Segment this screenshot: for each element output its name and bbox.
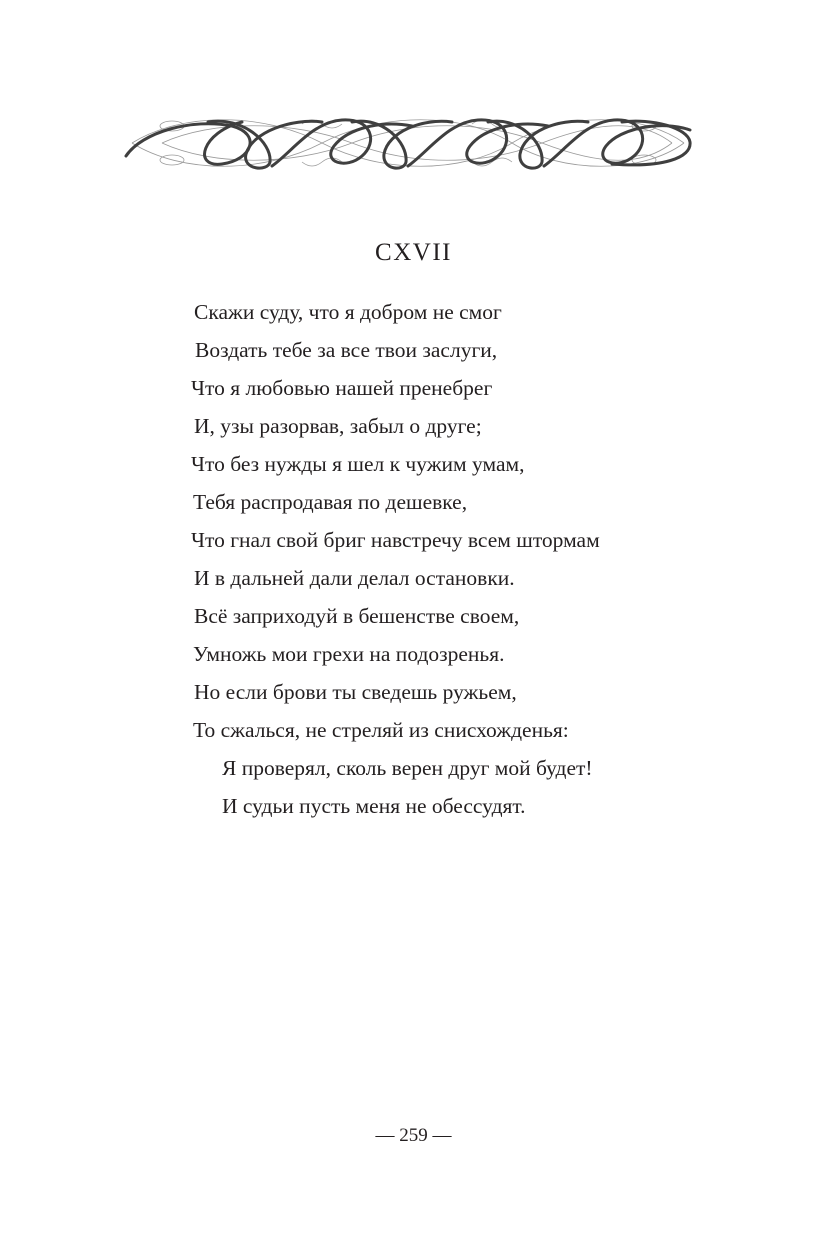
- poem-line: Скажи суду, что я добром не смог: [194, 300, 502, 324]
- decorative-scroll-icon: [122, 112, 694, 174]
- poem-line: Тебя распродавая по дешевке,: [193, 490, 468, 514]
- poem-line: Что без нужды я шел к чужим умам,: [191, 452, 525, 476]
- page-number: — 259 —: [375, 1125, 452, 1146]
- poem-line: И в дальней дали делал остановки.: [194, 566, 515, 590]
- poem-line: Всё заприходуй в бешенстве своем,: [194, 604, 520, 628]
- poem-line: Что гнал свой бриг навстречу всем штормам: [191, 528, 600, 552]
- poem-line: То сжалься, не стреляй из снисхожденья:: [193, 718, 569, 742]
- poem-line: Я проверял, сколь верен друг мой будет!: [222, 756, 593, 780]
- poem-line: И, узы разорвав, забыл о друге;: [194, 414, 482, 438]
- sonnet-number: CXVII: [375, 239, 452, 266]
- poem-line: Умножь мои грехи на подозренья.: [193, 642, 505, 666]
- poem-line: И судьи пусть меня не обессудят.: [222, 794, 526, 818]
- poem-line: Воздать тебе за все твои заслуги,: [195, 338, 498, 362]
- poem-line: Что я любовью нашей пренебрег: [191, 376, 493, 400]
- poem-line: Но если брови ты сведешь ружьем,: [194, 680, 517, 704]
